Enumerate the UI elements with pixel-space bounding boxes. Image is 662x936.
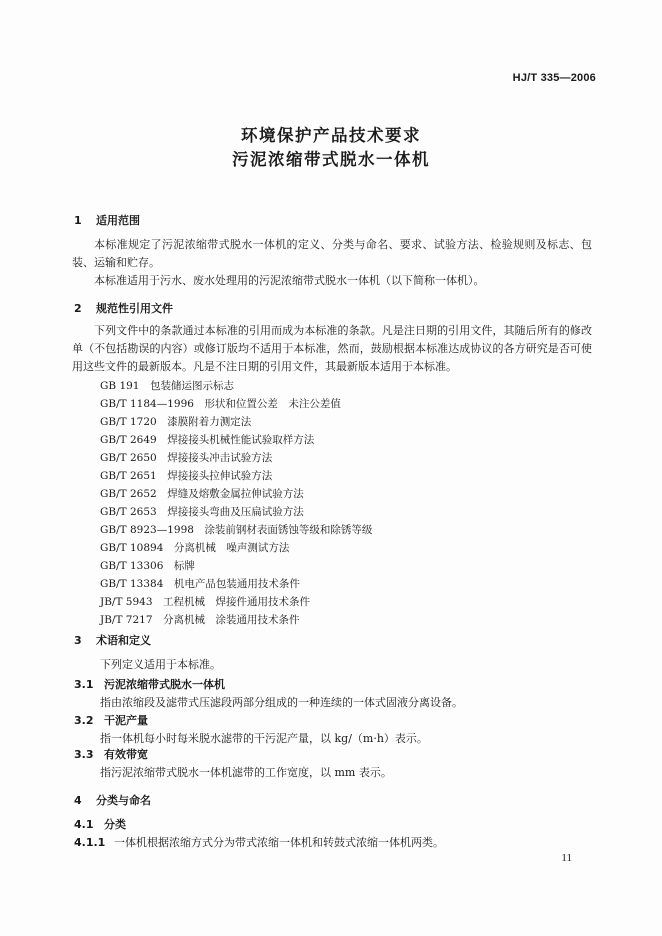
- document-title-line2: 污泥浓缩带式脱水一体机: [232, 150, 430, 169]
- reference-item: GB/T 2649 焊接接头机械性能试验取样方法: [100, 434, 315, 446]
- reference-item: GB/T 13384 机电产品包装通用技术条件: [100, 578, 300, 590]
- section-2-paragraph: 下列文件中的条款通过本标准的引用而成为本标准的条款。凡是注日期的引用文件，其随后所有的修改单（不包括勘误的内容）或修订版均不适用于本标准，然而，鼓励根据本标准达成协议的各方研究是否可使用这些文件的最新版本。凡是不注日期的引用文件，其最新版本适用于本标准。: [72, 324, 592, 373]
- section-3-heading: [74, 632, 151, 648]
- reference-item: GB/T 2652 焊缝及熔敷金属拉伸试验方法: [100, 488, 304, 500]
- standard-number: HJ/T 335—2006: [512, 72, 596, 84]
- definition-3-1-heading: 3.1 污泥浓缩带式脱水一体机: [74, 678, 225, 691]
- section-number: 1: [74, 214, 82, 227]
- reference-item: JB/T 7217 分离机械 涂装通用技术条件: [100, 614, 300, 626]
- section-title: 分类与命名: [96, 794, 151, 807]
- section-title: 术语和定义: [96, 634, 151, 647]
- subsection-4-1-heading: 4.1 分类: [74, 818, 126, 831]
- section-1-paragraph-2: 本标准适用于污水、废水处理用的污泥浓缩带式脱水一体机（以下简称一体机）。: [94, 274, 485, 287]
- section-1-heading: [74, 212, 140, 228]
- clause-4-1-1: 4.1.1 一体机根据浓缩方式分为带式浓缩一体机和转鼓式浓缩一体机两类。: [74, 836, 444, 849]
- section-title: 适用范围: [96, 214, 140, 227]
- reference-item: GB 191 包装储运图示标志: [100, 380, 234, 392]
- section-number: 3: [74, 634, 82, 647]
- section-2-heading: [74, 300, 173, 316]
- definition-3-2-text: 指一体机每小时每米脱水滤带的干污泥产量，以 kg/（m·h）表示。: [100, 732, 428, 745]
- definition-3-3-text: 指污泥浓缩带式脱水一体机滤带的工作宽度，以 mm 表示。: [100, 766, 392, 779]
- definition-3-3-heading: 3.3 有效带宽: [74, 748, 148, 761]
- section-number: 2: [74, 302, 82, 315]
- reference-item: GB/T 1184—1996 形状和位置公差 未注公差值: [100, 398, 341, 410]
- reference-item: GB/T 8923—1998 涂装前钢材表面锈蚀等级和除锈等级: [100, 524, 373, 536]
- reference-item: JB/T 5943 工程机械 焊接件通用技术条件: [100, 596, 311, 608]
- definition-3-2-heading: 3.2 干泥产量: [74, 714, 148, 727]
- section-1-paragraph-1: 本标准规定了污泥浓缩带式脱水一体机的定义、分类与命名、要求、试验方法、检验规则及标志、包装、运输和贮存。: [72, 238, 592, 269]
- reference-item: GB/T 2653 焊接接头弯曲及压扁试验方法: [100, 506, 304, 518]
- section-4-heading: [74, 792, 151, 808]
- reference-item: GB/T 2651 焊接接头拉伸试验方法: [100, 470, 273, 482]
- document-title-line1: 环境保护产品技术要求: [241, 126, 421, 145]
- reference-item: GB/T 1720 漆膜附着力测定法: [100, 416, 252, 428]
- definition-3-1-text: 指由浓缩段及滤带式压滤段两部分组成的一种连续的一体式固液分离设备。: [100, 696, 463, 709]
- reference-item: GB/T 10894 分离机械 噪声测试方法: [100, 542, 290, 554]
- section-title: 规范性引用文件: [96, 302, 173, 315]
- section-3-intro: 下列定义适用于本标准。: [100, 658, 221, 671]
- page-number: 11: [561, 852, 572, 864]
- reference-item: GB/T 13306 标牌: [100, 560, 195, 572]
- reference-item: GB/T 2650 焊接接头冲击试验方法: [100, 452, 273, 464]
- section-number: 4: [74, 794, 82, 807]
